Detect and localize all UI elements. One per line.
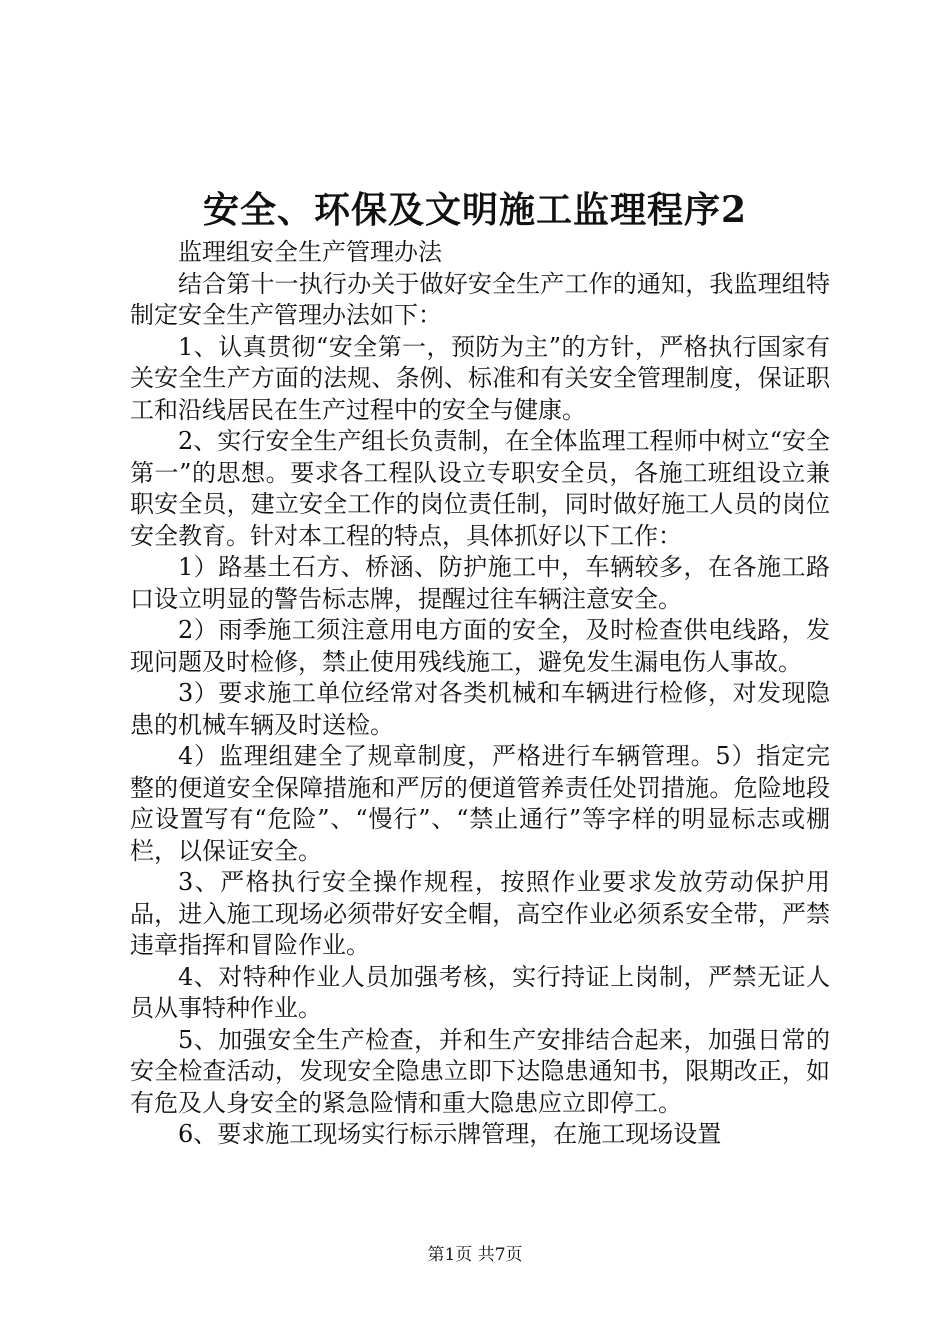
paragraph-item-4: 4、对特种作业人员加强考核，实行持证上岗制，严禁无证人员从事特种作业。 xyxy=(130,962,830,1022)
paragraph-item-3: 3、严格执行安全操作规程，按照作业要求发放劳动保护用品，进入施工现场必须带好安全帽，高空作业必须系安全带，严禁违章指挥和冒险作业。 xyxy=(130,868,830,959)
paragraph-subitem-3: 3）要求施工单位经常对各类机械和车辆进行检修，对发现隐患的机械车辆及时送检。 xyxy=(130,679,830,739)
paragraph-heading: 监理组安全生产管理办法 xyxy=(178,238,442,266)
page-footer: 第1页 共7页 xyxy=(427,1245,523,1265)
document-body xyxy=(130,237,830,1151)
paragraph-item-1: 1、认真贯彻“安全第一，预防为主”的方针，严格执行国家有关安全生产方面的法规、条例、标准和有关安全管理制度，保证职工和沿线居民在生产过程中的安全与健康。 xyxy=(130,332,830,424)
paragraph-item-6: 6、要求施工现场实行标示牌管理，在施工现场设置 xyxy=(178,1120,722,1148)
paragraph-subitem-2: 2）雨季施工须注意用电方面的安全，及时检查供电线路，发现问题及时检修，禁止使用残线施工，避免发生漏电伤人事故。 xyxy=(130,616,830,676)
paragraph-intro: 结合第十一执行办关于做好安全生产工作的通知，我监理组特制定安全生产管理办法如下： xyxy=(130,269,830,329)
paragraph-item-2: 2、实行安全生产组长负责制，在全体监理工程师中树立“安全第一”的思想。要求各工程队设立专职安全员，各施工班组设立兼职安全员，建立安全工作的岗位责任制，同时做好施工人员的岗位安全教育。针对本工程的特点，具体抓好以下工作： xyxy=(130,427,830,550)
paragraph-subitem-4: 4）监理组建全了规章制度，严格进行车辆管理。5）指定完整的便道安全保障措施和严厉的便道管养责任处罚措施。危险地段应设置写有“危险”、“慢行”、“禁止通行”等字样的明显标志或棚栏，以保证安全。 xyxy=(130,742,830,865)
paragraph-item-5: 5、加强安全生产检查，并和生产安排结合起来，加强日常的安全检查活动，发现安全隐患立即下达隐患通知书，限期改正，如有危及人身安全的紧急险情和重大隐患应立即停工。 xyxy=(130,1025,830,1117)
paragraph-subitem-1: 1）路基土石方、桥涵、防护施工中，车辆较多，在各施工路口设立明显的警告标志牌，提醒过往车辆注意安全。 xyxy=(130,553,830,613)
document-title: 安全、环保及文明施工监理程序2 xyxy=(202,189,748,231)
